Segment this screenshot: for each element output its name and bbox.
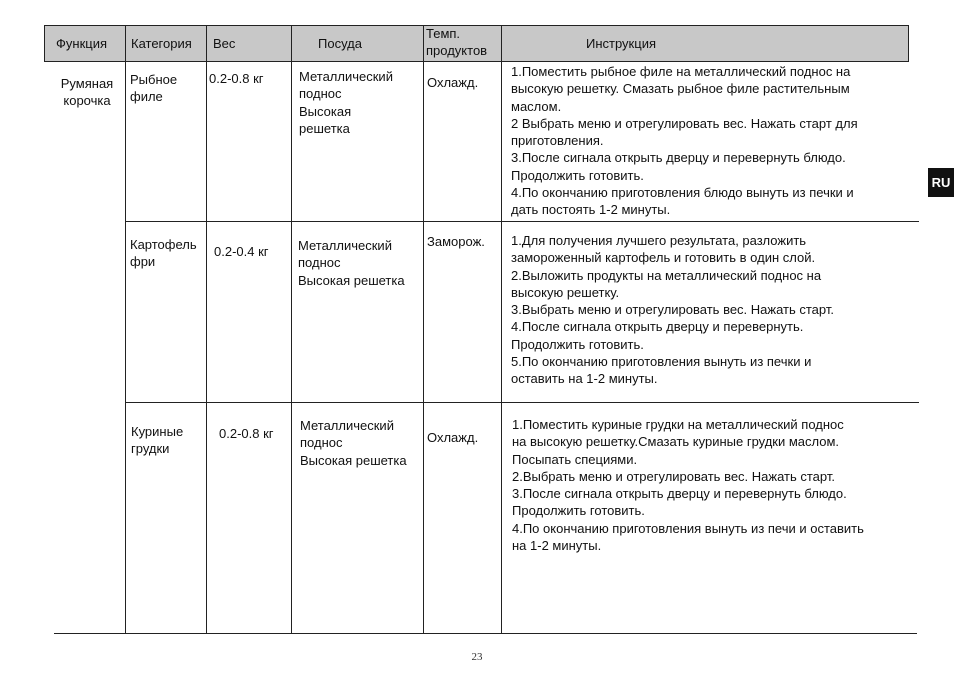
header-function: Функция [56,36,107,51]
header-category: Категория [131,36,192,51]
row-1-cookware: Металлический поднос Высокая решетка [299,69,393,136]
row-2-temp: Заморож. [427,234,485,249]
row-3-weight: 0.2-0.8 кг [219,426,274,441]
table-bottom-border [54,633,917,634]
row-3-cookware: Металлический поднос Высокая решетка [300,418,407,468]
row-2-category: Картофель фри [130,237,197,270]
row-1-temp: Охлажд. [427,75,479,90]
function-cell: Румяная корочка [60,76,114,109]
header-cookware: Посуда [318,36,362,51]
col-divider-3 [291,25,292,634]
col-divider-5 [501,25,502,634]
header-left-border [44,25,45,62]
row-3-instruction: 1.Поместить куриные грудки на металлический поднос на высокую решетку.Смазать куриные грудки маслом. Посыпать специями. 2.Выбрать меню и отрегулировать вес. Нажать старт. 3.После сигнала открыть дверцу и перевернуть блюдо. Продолжить готовить. 4.По окончанию приготовления вынуть из печи и оставить на 1-2 минуты. [512,417,864,554]
page-number: 23 [471,651,483,663]
header-bottom-border [44,61,909,62]
row-2-bottom-border [125,402,919,403]
header-instruction: Инструкция [586,36,656,51]
header-weight: Вес [213,36,236,51]
row-1-weight: 0.2-0.8 кг [209,71,264,86]
row-3-temp: Охлажд. [427,430,479,445]
row-2-instruction: 1.Для получения лучшего результата, разложить замороженный картофель и готовить в один слой. 2.Выложить продукты на металлический поднос на высокую решетку. 3.Выбрать меню и отрегулировать вес. Нажать старт. 4.После сигнала открыть дверцу и перевернуть. Продолжить готовить. 5.По окончанию приготовления вынуть из печки и оставить на 1-2 минуты. [511,233,834,387]
col-divider-4 [423,25,424,634]
col-divider-1 [125,25,126,634]
col-divider-2 [206,25,207,634]
row-2-cookware: Металлический поднос Высокая решетка [298,238,405,288]
row-3-category: Куриные грудки [131,424,184,457]
row-1-instruction: 1.Поместить рыбное филе на металлический поднос на высокую решетку. Смазать рыбное филе растительным маслом. 2 Выбрать меню и отрегулировать вес. Нажать старт для приготовления. 3.После сигнала открыть дверцу и перевернуть блюдо. Продолжить готовить. 4.По окончанию приготовления блюдо вынуть из печки и дать постоять 1-2 минуты. [511,64,858,218]
row-2-weight: 0.2-0.4 кг [214,244,269,259]
header-temp: Темп. продуктов [426,26,488,58]
row-1-category: Рыбное филе [130,72,178,105]
language-tab: RU [928,168,954,197]
header-right-border [908,25,909,62]
row-1-bottom-border [125,221,919,222]
